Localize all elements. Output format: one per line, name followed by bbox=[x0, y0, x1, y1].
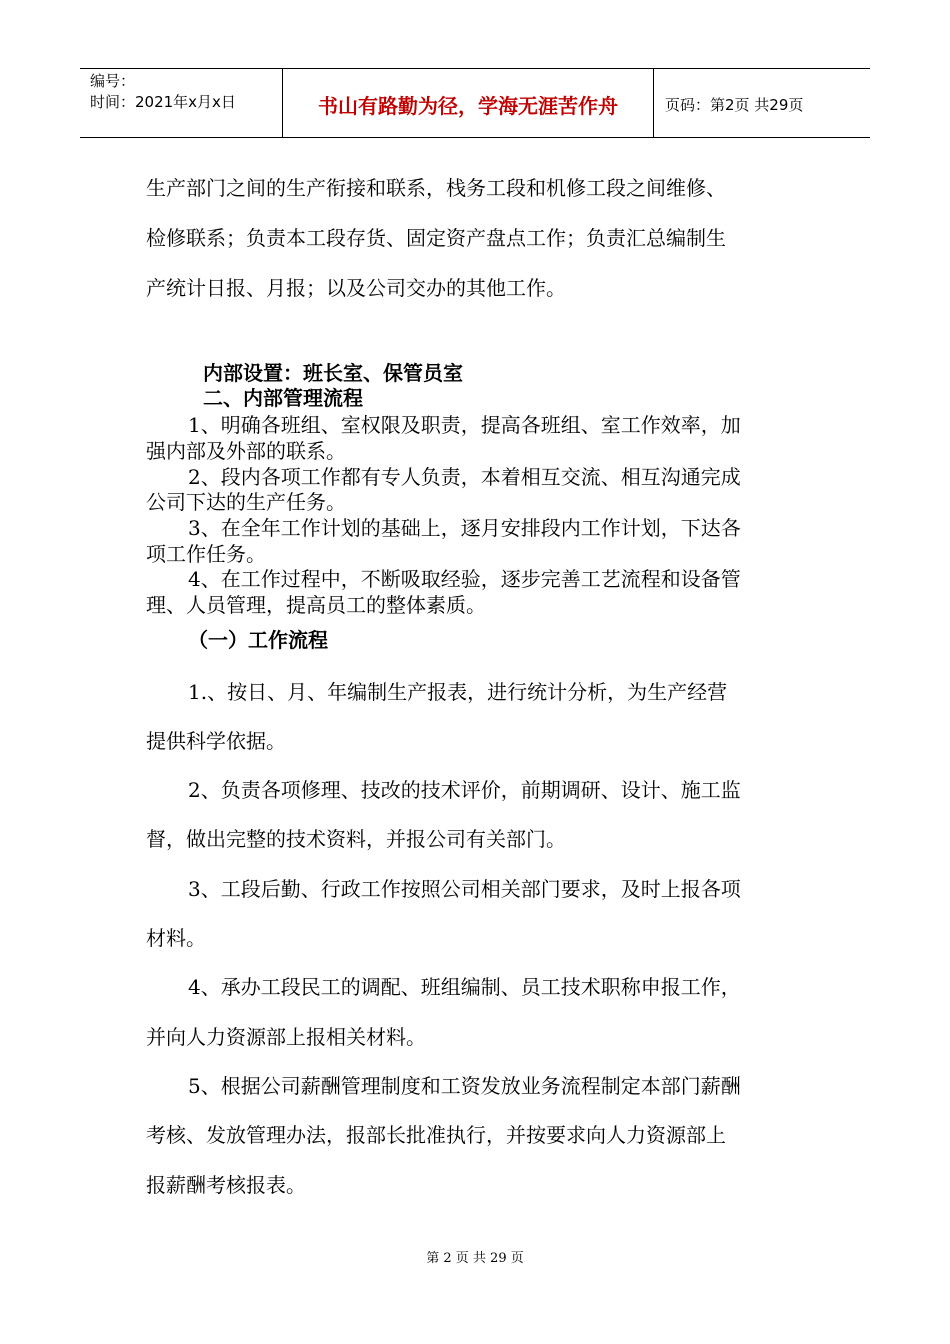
flow-item-line: 督，做出完整的技术资料，并报公司有关部门。 bbox=[146, 827, 566, 851]
number-label: 编号： bbox=[90, 72, 136, 90]
list-item-line: 3、在全年工作计划的基础上，逐月安排段内工作计划，下达各 bbox=[188, 516, 741, 540]
flow-item-line: 考核、发放管理办法，报部长批准执行，并按要求向人力资源部上 bbox=[146, 1123, 726, 1147]
flow-item-line: 提供科学依据。 bbox=[146, 729, 286, 753]
header-page-info: 页码：第2页 共29页 bbox=[665, 95, 804, 114]
list-item-line: 强内部及外部的联系。 bbox=[146, 439, 346, 463]
list-item-line: 理、人员管理，提高员工的整体素质。 bbox=[146, 593, 486, 617]
list-item-line: 项工作任务。 bbox=[146, 542, 266, 566]
flow-item-line: 4、承办工段民工的调配、班组编制、员工技术职称申报工作， bbox=[188, 975, 741, 999]
internal-setup-heading: 内部设置：班长室、保管员室 bbox=[203, 361, 463, 385]
section-title: 二、内部管理流程 bbox=[203, 386, 363, 410]
paragraph-line: 产统计日报、月报；以及公司交办的其他工作。 bbox=[146, 276, 566, 300]
document-header bbox=[80, 68, 870, 138]
header-motto: 书山有路勤为径，学海无涯苦作舟 bbox=[318, 94, 618, 118]
header-divider bbox=[653, 69, 654, 137]
header-meta bbox=[90, 71, 280, 113]
flow-item-line: 2、负责各项修理、技改的技术评价，前期调研、设计、施工监 bbox=[188, 778, 741, 802]
list-item-line: 2、段内各项工作都有专人负责，本着相互交流、相互沟通完成 bbox=[188, 465, 741, 489]
paragraph-line: 生产部门之间的生产衔接和联系，栈务工段和机修工段之间维修、 bbox=[146, 176, 726, 200]
paragraph-line: 检修联系；负责本工段存货、固定资产盘点工作；负责汇总编制生 bbox=[146, 226, 726, 250]
flow-item-line: 1.、按日、月、年编制生产报表，进行统计分析，为生产经营 bbox=[188, 680, 728, 704]
subsection-title: （一）工作流程 bbox=[188, 628, 328, 652]
flow-item-line: 3、工段后勤、行政工作按照公司相关部门要求，及时上报各项 bbox=[188, 877, 741, 901]
flow-item-line: 并向人力资源部上报相关材料。 bbox=[146, 1025, 426, 1049]
list-item-line: 公司下达的生产任务。 bbox=[146, 490, 346, 514]
time-label: 时间：2021年x月x日 bbox=[90, 93, 236, 111]
flow-item-line: 5、根据公司薪酬管理制度和工资发放业务流程制定本部门薪酬 bbox=[188, 1074, 741, 1098]
page-footer: 第 2 页 共 29 页 bbox=[426, 1251, 524, 1266]
list-item-line: 4、在工作过程中，不断吸取经验，逐步完善工艺流程和设备管 bbox=[188, 567, 741, 591]
flow-item-line: 材料。 bbox=[146, 926, 206, 950]
header-divider bbox=[282, 69, 283, 137]
list-item-line: 1、明确各班组、室权限及职责，提高各班组、室工作效率，加 bbox=[188, 413, 741, 437]
flow-item-line: 报薪酬考核报表。 bbox=[146, 1173, 306, 1197]
